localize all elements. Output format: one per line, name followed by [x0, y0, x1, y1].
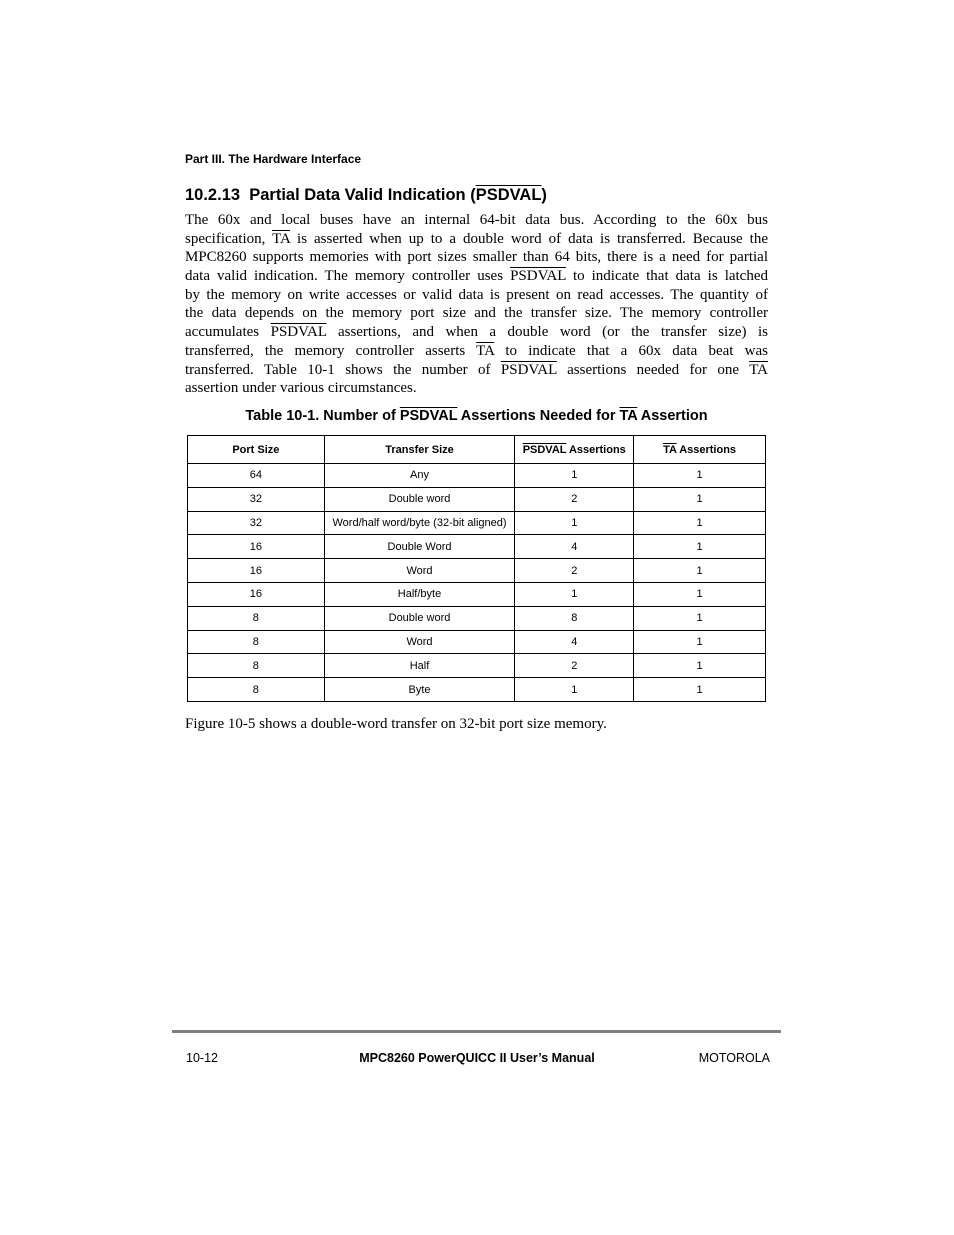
- cell-ta-count: 1: [634, 582, 766, 606]
- closing-paragraph: [185, 715, 768, 734]
- header-port-size: Port Size: [188, 436, 325, 464]
- text-run: to indicate that data is latched: [565, 268, 768, 285]
- text-run: by the memory on write accesses or valid data is present on read accesses. The quantity of: [185, 286, 768, 303]
- assertions-table: [187, 435, 766, 702]
- header-ta-assertions: [634, 436, 766, 464]
- cell-transfer-size: Double word: [324, 487, 515, 511]
- table-row: [188, 511, 766, 535]
- section-title-signal: PSDVAL: [475, 186, 542, 204]
- section-title-suffix: ): [541, 186, 547, 204]
- header-ta-suffix: Assertions: [676, 443, 737, 456]
- cell-transfer-size: Byte: [324, 678, 515, 702]
- text-run: to indicate that a 60x data beat was: [494, 342, 768, 359]
- text-run: assertions, and when a double word (or the transfer size) is: [326, 324, 768, 341]
- cell-ta-count: 1: [634, 464, 766, 488]
- cell-psdval-count: 8: [515, 606, 634, 630]
- header-psdval-suffix: Assertions: [566, 443, 626, 456]
- intro-line: [185, 323, 768, 342]
- intro-line: [185, 286, 768, 305]
- cell-port-size: 16: [188, 559, 325, 583]
- cell-ta-count: 1: [634, 630, 766, 654]
- footer-rule: [172, 1030, 781, 1033]
- company-name: MOTOROLA: [698, 1051, 770, 1065]
- table-row: [188, 487, 766, 511]
- section-title-prefix: Partial Data Valid Indication (: [249, 186, 476, 204]
- text-run: the data depends on the memory port size and the transfer size. The memory controller: [185, 305, 768, 322]
- cell-port-size: 32: [188, 487, 325, 511]
- cell-transfer-size: Half: [324, 654, 515, 678]
- table-row: [188, 559, 766, 583]
- cell-psdval-count: 2: [515, 654, 634, 678]
- signal-name: PSDVAL: [510, 268, 566, 285]
- table-caption: [185, 408, 768, 424]
- text-run: transferred, the memory controller asserts: [185, 342, 477, 359]
- header-ta-signal: $\overline{TA}$: [663, 443, 677, 456]
- cell-psdval-count: 1: [515, 582, 634, 606]
- section-number: 10.2.13: [185, 186, 241, 204]
- table-row: [188, 535, 766, 559]
- cell-transfer-size: Word/half word/byte (32-bit aligned): [324, 511, 515, 535]
- page-number: 10-12: [186, 1051, 218, 1065]
- intro-paragraph: [185, 211, 768, 398]
- closing-text: Figure 10-5 shows a double-word transfer on 32-bit port size memory.: [185, 716, 607, 732]
- cell-port-size: 16: [188, 535, 325, 559]
- cell-transfer-size: Double Word: [324, 535, 515, 559]
- cell-psdval-count: 4: [515, 535, 634, 559]
- intro-line: [185, 248, 768, 267]
- signal-name: $\overline{TA}$: [272, 230, 291, 247]
- signal-name: PSDVAL: [500, 361, 557, 378]
- running-head: Part III. The Hardware Interface: [185, 152, 362, 166]
- cell-ta-count: 1: [634, 511, 766, 535]
- cell-ta-count: 1: [634, 535, 766, 559]
- cell-psdval-count: 1: [515, 511, 634, 535]
- cell-psdval-count: 4: [515, 630, 634, 654]
- cell-ta-count: 1: [634, 487, 766, 511]
- text-run: data valid indication. The memory controller uses: [185, 268, 511, 285]
- text-run: transferred. Table 10-1 shows the number of: [185, 361, 501, 378]
- cell-port-size: 64: [188, 464, 325, 488]
- table-body: [188, 464, 766, 702]
- intro-line: [185, 230, 768, 249]
- cell-ta-count: 1: [634, 606, 766, 630]
- manual-title: MPC8260 PowerQUICC II User’s Manual: [359, 1051, 595, 1065]
- text-run: The 60x and local buses have an internal 64-bit data bus. According to the 60x bus: [185, 212, 768, 228]
- header-transfer-size: Transfer Size: [324, 436, 515, 464]
- cell-psdval-count: 2: [515, 487, 634, 511]
- table-row: [188, 654, 766, 678]
- caption-middle: Assertions Needed for: [457, 408, 620, 424]
- cell-transfer-size: Word: [324, 630, 515, 654]
- cell-transfer-size: Half/byte: [324, 582, 515, 606]
- caption-signal-ta: $\overline{TA}$: [619, 408, 638, 424]
- table-row: [188, 678, 766, 702]
- caption-suffix: Assertion: [637, 408, 708, 424]
- table-row: [188, 464, 766, 488]
- cell-transfer-size: Any: [324, 464, 515, 488]
- text-run: accumulates: [185, 324, 271, 341]
- table-header-row: [188, 436, 766, 464]
- intro-line: [185, 267, 768, 286]
- cell-psdval-count: 2: [515, 559, 634, 583]
- cell-port-size: 8: [188, 654, 325, 678]
- signal-name: PSDVAL: [270, 324, 327, 341]
- intro-line: [185, 211, 768, 230]
- cell-psdval-count: 1: [515, 678, 634, 702]
- table-row: [188, 630, 766, 654]
- signal-name: $\overline{TA}$: [749, 361, 768, 378]
- intro-line: [185, 304, 768, 323]
- intro-line: [185, 361, 768, 380]
- cell-transfer-size: Double word: [324, 606, 515, 630]
- header-psdval-assertions: [515, 436, 634, 464]
- text-run: assertions needed for one: [556, 361, 750, 378]
- signal-name: $\overline{TA}$: [476, 342, 495, 359]
- header-psdval-signal: PSDVAL: [522, 443, 567, 456]
- intro-line: [185, 379, 768, 398]
- cell-port-size: 16: [188, 582, 325, 606]
- text-run: MPC8260 supports memories with port sizes smaller than 64 bits, there is a need for partial: [185, 249, 768, 266]
- table-row: [188, 606, 766, 630]
- cell-port-size: 8: [188, 630, 325, 654]
- cell-ta-count: 1: [634, 654, 766, 678]
- text-run: assertion under various circumstances.: [185, 380, 417, 397]
- section-title: [185, 186, 547, 205]
- cell-port-size: 8: [188, 678, 325, 702]
- cell-ta-count: 1: [634, 678, 766, 702]
- table-row: [188, 582, 766, 606]
- caption-signal-psdval: PSDVAL: [399, 408, 458, 424]
- text-run: is asserted when up to a double word of data is transferred. Because the: [290, 230, 768, 247]
- cell-psdval-count: 1: [515, 464, 634, 488]
- intro-line: [185, 342, 768, 361]
- cell-port-size: 8: [188, 606, 325, 630]
- cell-ta-count: 1: [634, 559, 766, 583]
- cell-port-size: 32: [188, 511, 325, 535]
- caption-prefix: Table 10-1. Number of: [245, 408, 400, 424]
- cell-transfer-size: Word: [324, 559, 515, 583]
- text-run: specification,: [185, 230, 273, 247]
